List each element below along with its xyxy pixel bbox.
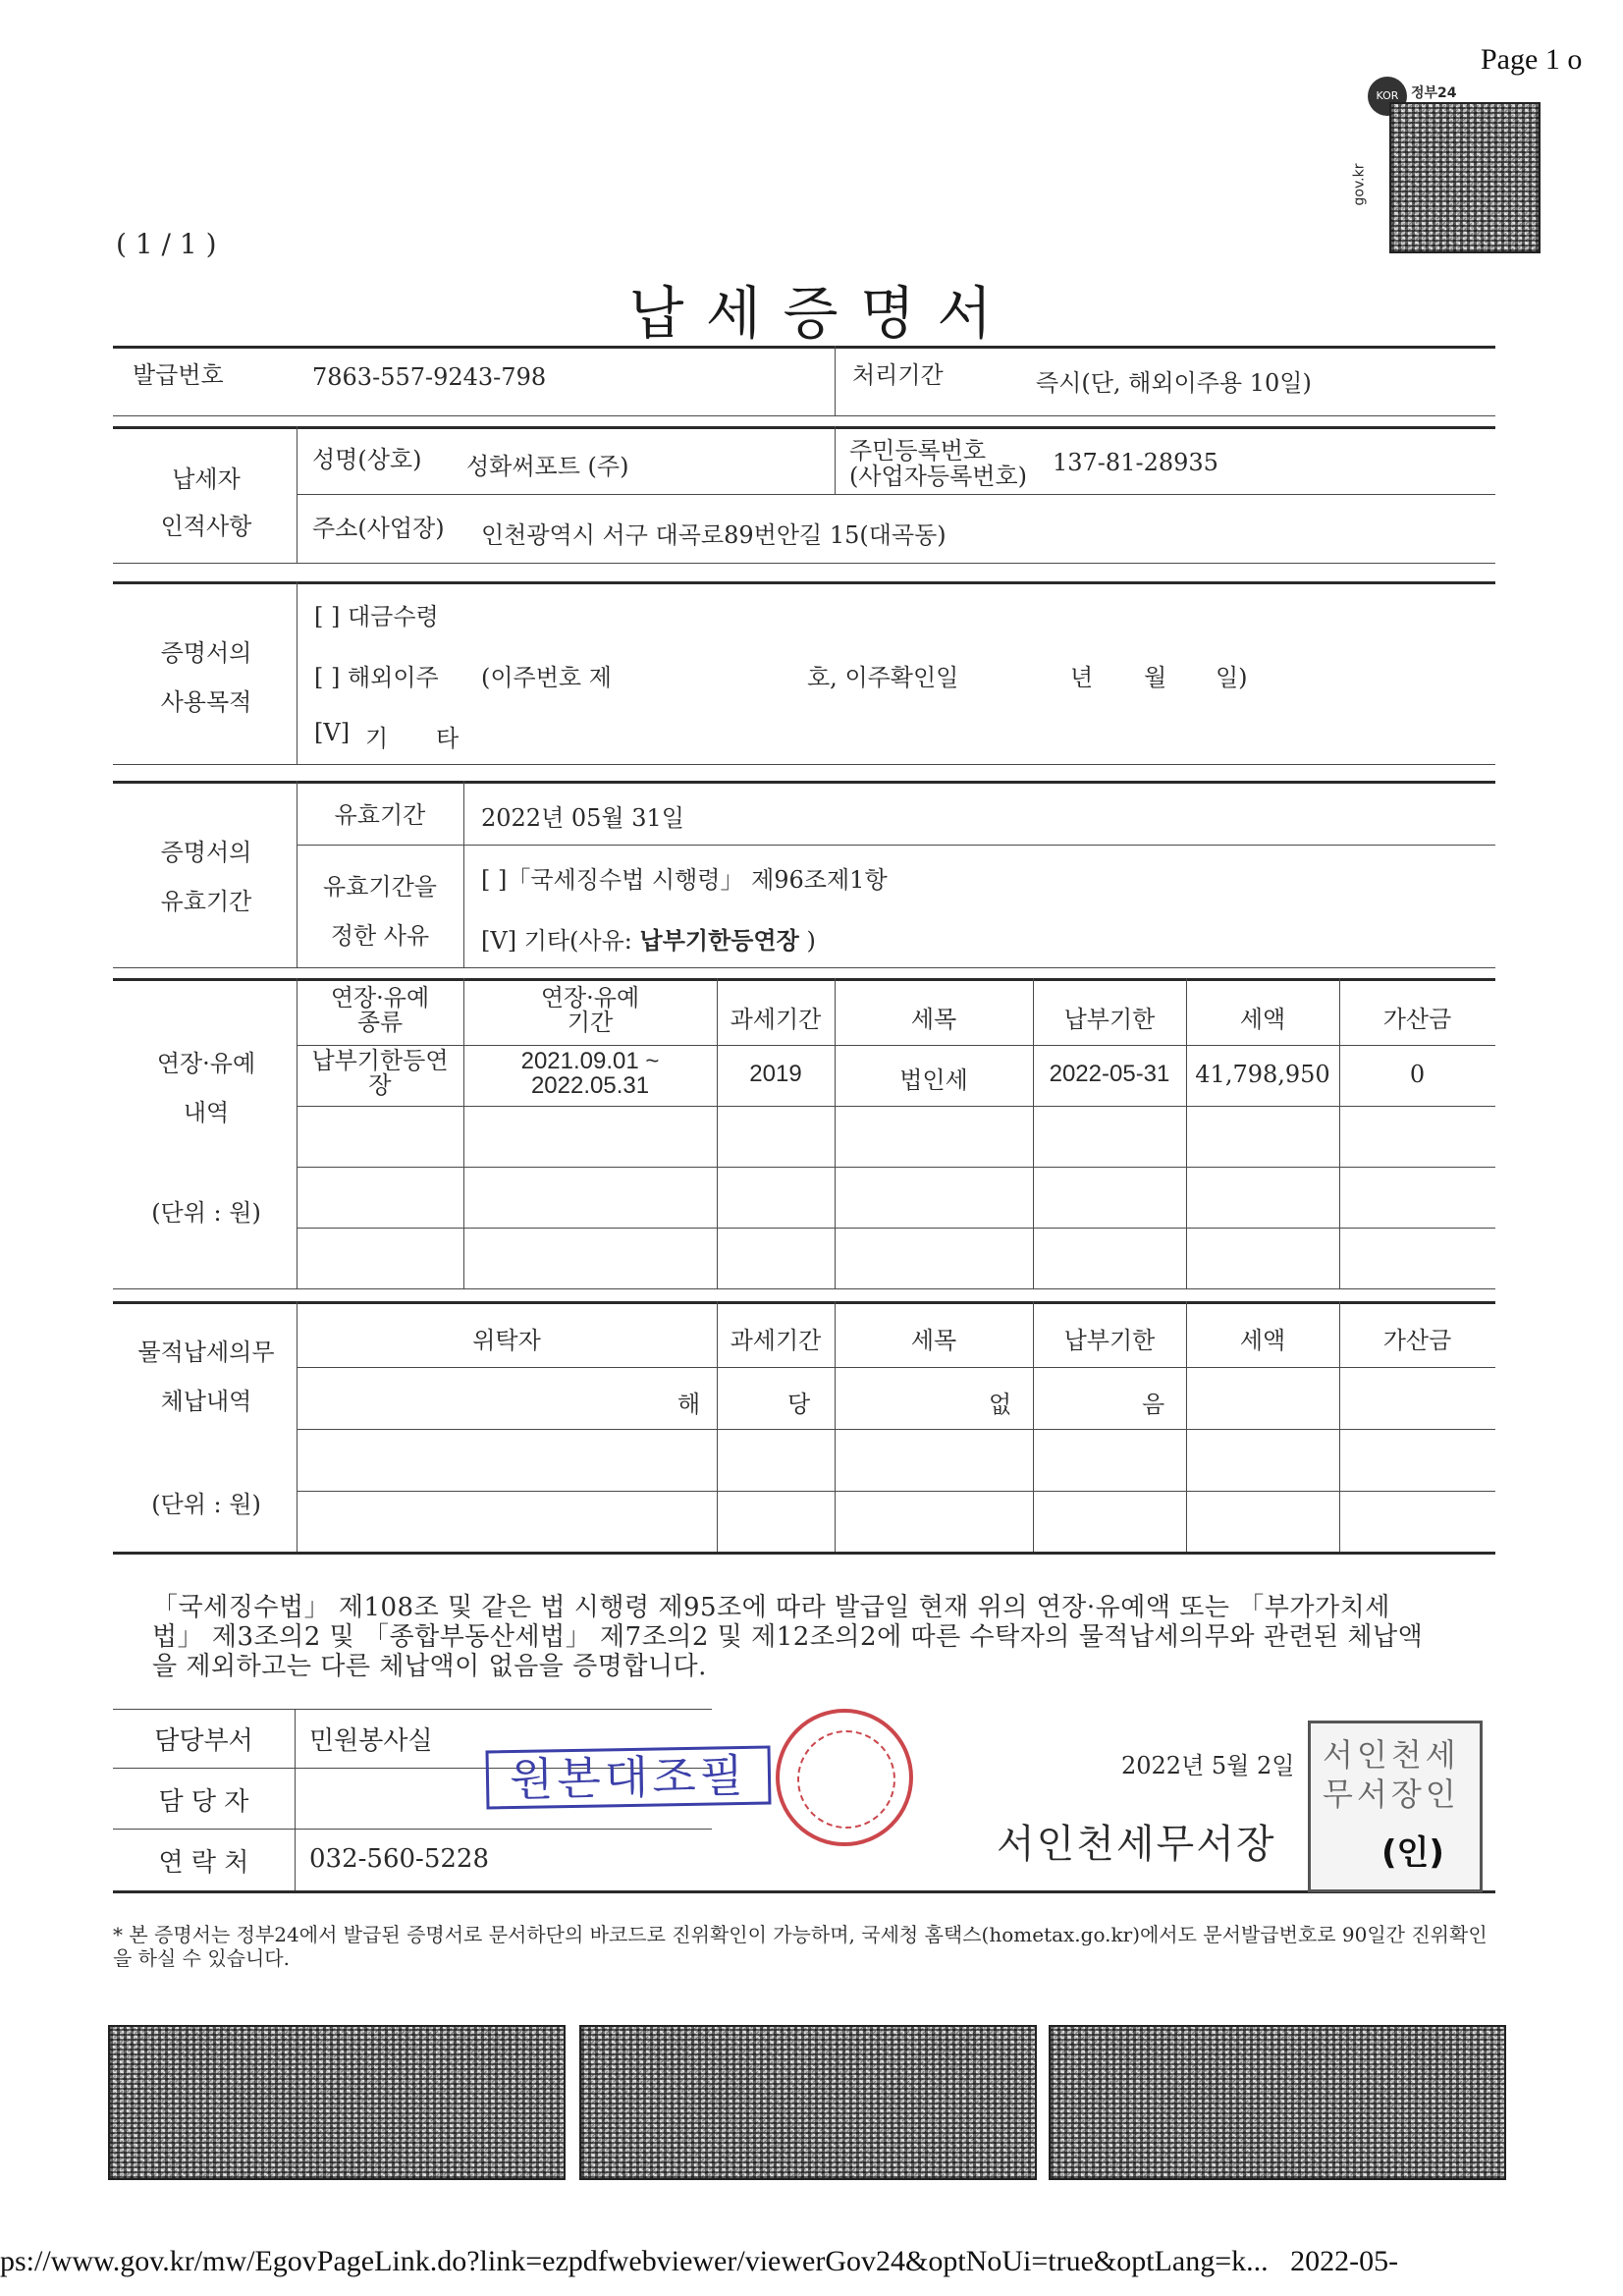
validity-period-value: 2022년 05월 31일 xyxy=(481,804,684,832)
issue-date: 2022년 5월 2일 xyxy=(1121,1752,1295,1779)
arr-header-penalty: 가산금 xyxy=(1382,1327,1452,1354)
ext-header-penalty: 가산금 xyxy=(1382,1006,1452,1033)
ext-header-tax-item: 세목 xyxy=(910,1006,957,1033)
ext-row-line xyxy=(297,1106,1495,1107)
rule-validity-top xyxy=(113,781,1495,784)
seal-mark: (인) xyxy=(1381,1833,1444,1873)
extension-section-label: 연장·유예 내역 xyxy=(156,1050,256,1126)
purpose-option-emigration: [ ] 해외이주 (이주번호 제 호, 이주확인일 년 월 일) xyxy=(314,664,1248,691)
arr-row-line xyxy=(297,1491,1495,1492)
ext-cell-type: 납부기한등연 장 xyxy=(311,1047,449,1099)
gov24-label: 정부24 xyxy=(1411,85,1457,101)
rule-issue-bottom xyxy=(113,415,1495,416)
arr-row-line xyxy=(297,1429,1495,1430)
issue-number-value: 7863-557-9243-798 xyxy=(312,363,547,391)
processing-label: 처리기간 xyxy=(852,361,944,389)
ext-header-amount: 세액 xyxy=(1239,1006,1286,1033)
validity-period-label: 유효기간 xyxy=(334,801,426,829)
arr-header-tax-period: 과세기간 xyxy=(730,1327,822,1354)
validity-reason-option-2: [V] 기타(사유: 납부기한등연장 ) xyxy=(481,926,816,955)
arr-none-word-1: 해 xyxy=(677,1391,701,1418)
qr-code-block xyxy=(1351,69,1537,250)
rule-contact-2 xyxy=(113,1829,712,1830)
kor-badge-icon: KOR xyxy=(1368,77,1407,116)
seal-glyphs: 서인천세무서장인 xyxy=(1323,1736,1460,1813)
validity-section-label: 증명서의 유효기간 xyxy=(160,839,252,915)
person-label: 담 당 자 xyxy=(158,1787,249,1817)
name-label: 성명(상호) xyxy=(312,446,422,473)
reg-number-label: 주민등록번호 (사업자등록번호) xyxy=(849,437,1028,490)
arr-row-line xyxy=(297,1367,1495,1368)
ext-cell-period: 2021.09.01 ~ 2022.05.31 xyxy=(520,1048,660,1099)
validity-reason-label: 유효기간을 정한 사유 xyxy=(323,873,437,950)
ext-row-line xyxy=(297,1045,1495,1046)
taxpayer-mid-divider xyxy=(835,426,836,495)
ext-cell-tax-item: 법인세 xyxy=(899,1066,968,1094)
ext-header-type: 연장·유예 종류 xyxy=(330,984,430,1036)
ext-cell-due-date: 2022-05-31 xyxy=(1049,1061,1170,1087)
arr-header-amount: 세액 xyxy=(1239,1327,1286,1354)
purpose-section-label: 증명서의 사용목적 xyxy=(160,639,252,716)
checkbox-other: [V] xyxy=(314,719,351,746)
rule-contact-bottom xyxy=(113,1890,1495,1893)
purpose-option-other: [V] 기 타 xyxy=(314,719,460,752)
govkr-label: gov.kr xyxy=(1351,163,1368,206)
rule-purpose-bottom xyxy=(113,764,1495,765)
ext-cell-tax-period: 2019 xyxy=(749,1061,802,1087)
ext-cell-amount: 41,798,950 xyxy=(1195,1061,1330,1088)
checkbox-payment: [ ] xyxy=(314,603,341,630)
rule-arrears-bottom xyxy=(113,1552,1495,1555)
barcode-1 xyxy=(108,2025,566,2180)
address-value: 인천광역시 서구 대곡로89번안길 15(대곡동) xyxy=(481,521,947,549)
arr-none-word-2: 당 xyxy=(787,1391,811,1418)
arr-header-due-date: 납부기한 xyxy=(1063,1327,1156,1354)
issue-divider xyxy=(835,346,836,416)
dept-label: 담당부서 xyxy=(154,1726,253,1756)
validity-inner-divider xyxy=(463,781,464,967)
phone-label: 연 락 처 xyxy=(158,1848,249,1878)
qr-code xyxy=(1389,102,1541,253)
name-value: 성화써포트 (주) xyxy=(466,453,629,480)
page-index: ( 1 / 1 ) xyxy=(116,228,217,260)
page-number-label: Page 1 o xyxy=(1481,43,1583,76)
rule-extension-bottom xyxy=(113,1288,1495,1289)
rule-extension-top xyxy=(113,978,1495,981)
office-seal xyxy=(1308,1721,1483,1892)
contact-divider xyxy=(295,1709,296,1890)
phone-value: 032-560-5228 xyxy=(309,1844,489,1874)
dept-value: 민원봉사실 xyxy=(309,1726,433,1756)
ext-row-line xyxy=(297,1167,1495,1168)
office-name: 서인천세무서장 xyxy=(997,1822,1276,1867)
reg-number-value: 137-81-28935 xyxy=(1053,449,1218,476)
rule-validity-mid xyxy=(297,845,1495,846)
arr-header-tax-item: 세목 xyxy=(910,1327,957,1354)
taxpayer-section-label: 납세자 인적사항 xyxy=(160,465,252,540)
footnote: * 본 증명서는 정부24에서 발급된 증명서로 문서하단의 바코드로 진위확인이 가능하며, 국세청 홈택스(hometax.go.kr)에서도 문서발급번호로 90일간 진위확인을 하실 수 있습니다. xyxy=(113,1923,1488,1970)
rule-arrears-top xyxy=(113,1301,1495,1304)
arr-none-word-4: 음 xyxy=(1142,1391,1165,1418)
address-label: 주소(사업장) xyxy=(312,515,445,542)
processing-value: 즉시(단, 해외이주용 10일) xyxy=(1036,369,1312,397)
ext-header-tax-period: 과세기간 xyxy=(730,1006,822,1033)
rule-contact-top xyxy=(113,1709,712,1710)
validity-reason-option-1: [ ]「국세징수법 시행령」 제96조제1항 xyxy=(481,866,888,894)
arr-header-trustor: 위탁자 xyxy=(472,1327,541,1354)
purpose-divider xyxy=(297,581,298,764)
taxpayer-left-divider xyxy=(297,426,298,564)
rule-taxpayer-top xyxy=(113,426,1495,429)
rule-taxpayer-mid xyxy=(297,494,1495,495)
document-title: 납 세 증 명 서 xyxy=(628,280,995,347)
validity-reason-value: 납부기한등연장 xyxy=(639,926,799,955)
rule-taxpayer-bottom xyxy=(113,563,1495,564)
arrears-section-label: 물적납세의무 체납내역 xyxy=(137,1339,275,1415)
extension-unit: (단위 : 원) xyxy=(151,1199,261,1227)
rule-top xyxy=(113,346,1495,349)
rule-validity-bottom xyxy=(113,967,1495,968)
print-url-footer: ps://www.gov.kr/mw/EgovPageLink.do?link=ezpdfwebviewer/viewerGov24&optNoUi=true&optLang=k... 2022-05- xyxy=(0,2245,1399,2277)
arr-none-word-3: 없 xyxy=(989,1391,1012,1418)
checkbox-emigration: [ ] xyxy=(314,664,341,691)
original-verified-stamp: 원본대조필 xyxy=(485,1745,771,1809)
ext-row-line xyxy=(297,1228,1495,1229)
ext-header-due-date: 납부기한 xyxy=(1063,1006,1156,1033)
arrears-unit: (단위 : 원) xyxy=(151,1491,261,1518)
purpose-option-payment: [ ] 대금수령 xyxy=(314,603,439,630)
ext-cell-penalty: 0 xyxy=(1409,1061,1426,1088)
barcode-3 xyxy=(1049,2025,1506,2180)
certification-statement: 「국세징수법」 제108조 및 같은 법 시행령 제95조에 따라 발급일 현재 위의 연장·유예액 또는 「부가가치세법」 제3조의2 및 「종합부동산세법」 제7조의2 및 제12조의2에 따른 수탁자의 물적납세의무와 관련된 체납액을 제외하고는 다른 체납액이 없음을 증명합니다. xyxy=(152,1593,1424,1681)
ext-header-period: 연장·유예 기간 xyxy=(540,984,640,1036)
rule-purpose-top xyxy=(113,581,1495,584)
issue-number-label: 발급번호 xyxy=(133,361,224,389)
barcode-2 xyxy=(579,2025,1037,2180)
red-official-seal xyxy=(776,1709,913,1846)
